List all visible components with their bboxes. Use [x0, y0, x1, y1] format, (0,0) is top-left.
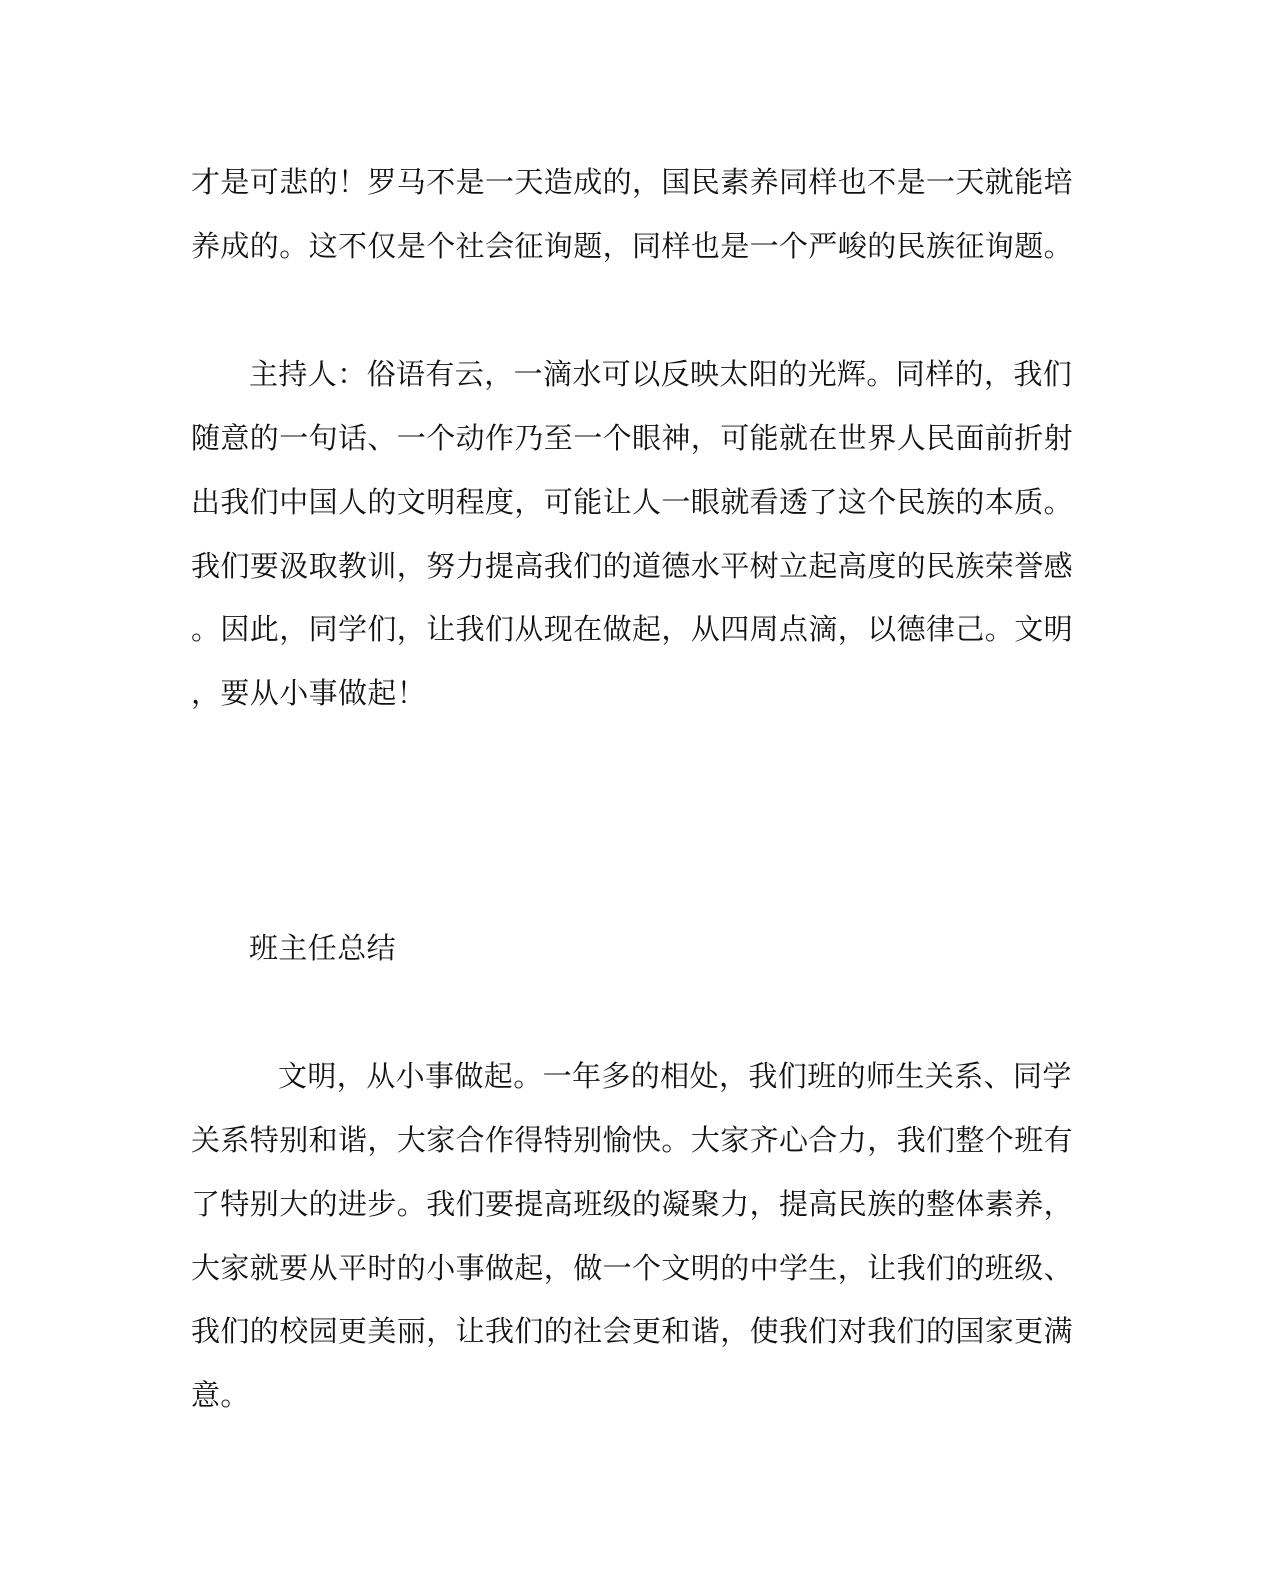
paragraph-line: 养成的。这不仅是个社会征询题，同样也是一个严峻的民族征询题。 [191, 229, 1074, 263]
paragraph-line: 意。 [191, 1378, 250, 1412]
paragraph-line: ，要从小事做起！ [191, 676, 427, 710]
paragraph-line: 随意的一句话、一个动作乃至一个眼神，可能就在世界人民面前折射 [191, 421, 1074, 455]
paragraph-line: 文明，从小事做起。一年多的相处，我们班的师生关系、同学 [278, 1059, 1072, 1093]
paragraph-line: 才是可悲的！罗马不是一天造成的，国民素养同样也不是一天就能培 [191, 165, 1074, 199]
paragraph-line: 我们要汲取教训，努力提高我们的道德水平树立起高度的民族荣誉感 [191, 549, 1074, 583]
paragraph-line: 大家就要从平时的小事做起，做一个文明的中学生，让我们的班级、 [191, 1251, 1074, 1285]
paragraph-line: 出我们中国人的文明程度，可能让人一眼就看透了这个民族的本质。 [191, 485, 1074, 519]
paragraph-line: 我们的校园更美丽，让我们的社会更和谐，使我们对我们的国家更满 [191, 1314, 1074, 1348]
paragraph-line: 。因此，同学们，让我们从现在做起，从四周点滴，以德律己。文明 [191, 612, 1074, 646]
heading-line: 班主任总结 [249, 931, 397, 965]
paragraph-line: 关系特别和谐，大家合作得特别愉快。大家齐心合力，我们整个班有 [191, 1123, 1074, 1157]
paragraph-line: 主持人：俗语有云，一滴水可以反映太阳的光辉。同样的，我们 [249, 357, 1073, 391]
paragraph-line: 了特别大的进步。我们要提高班级的凝聚力，提高民族的整体素养， [191, 1187, 1074, 1221]
